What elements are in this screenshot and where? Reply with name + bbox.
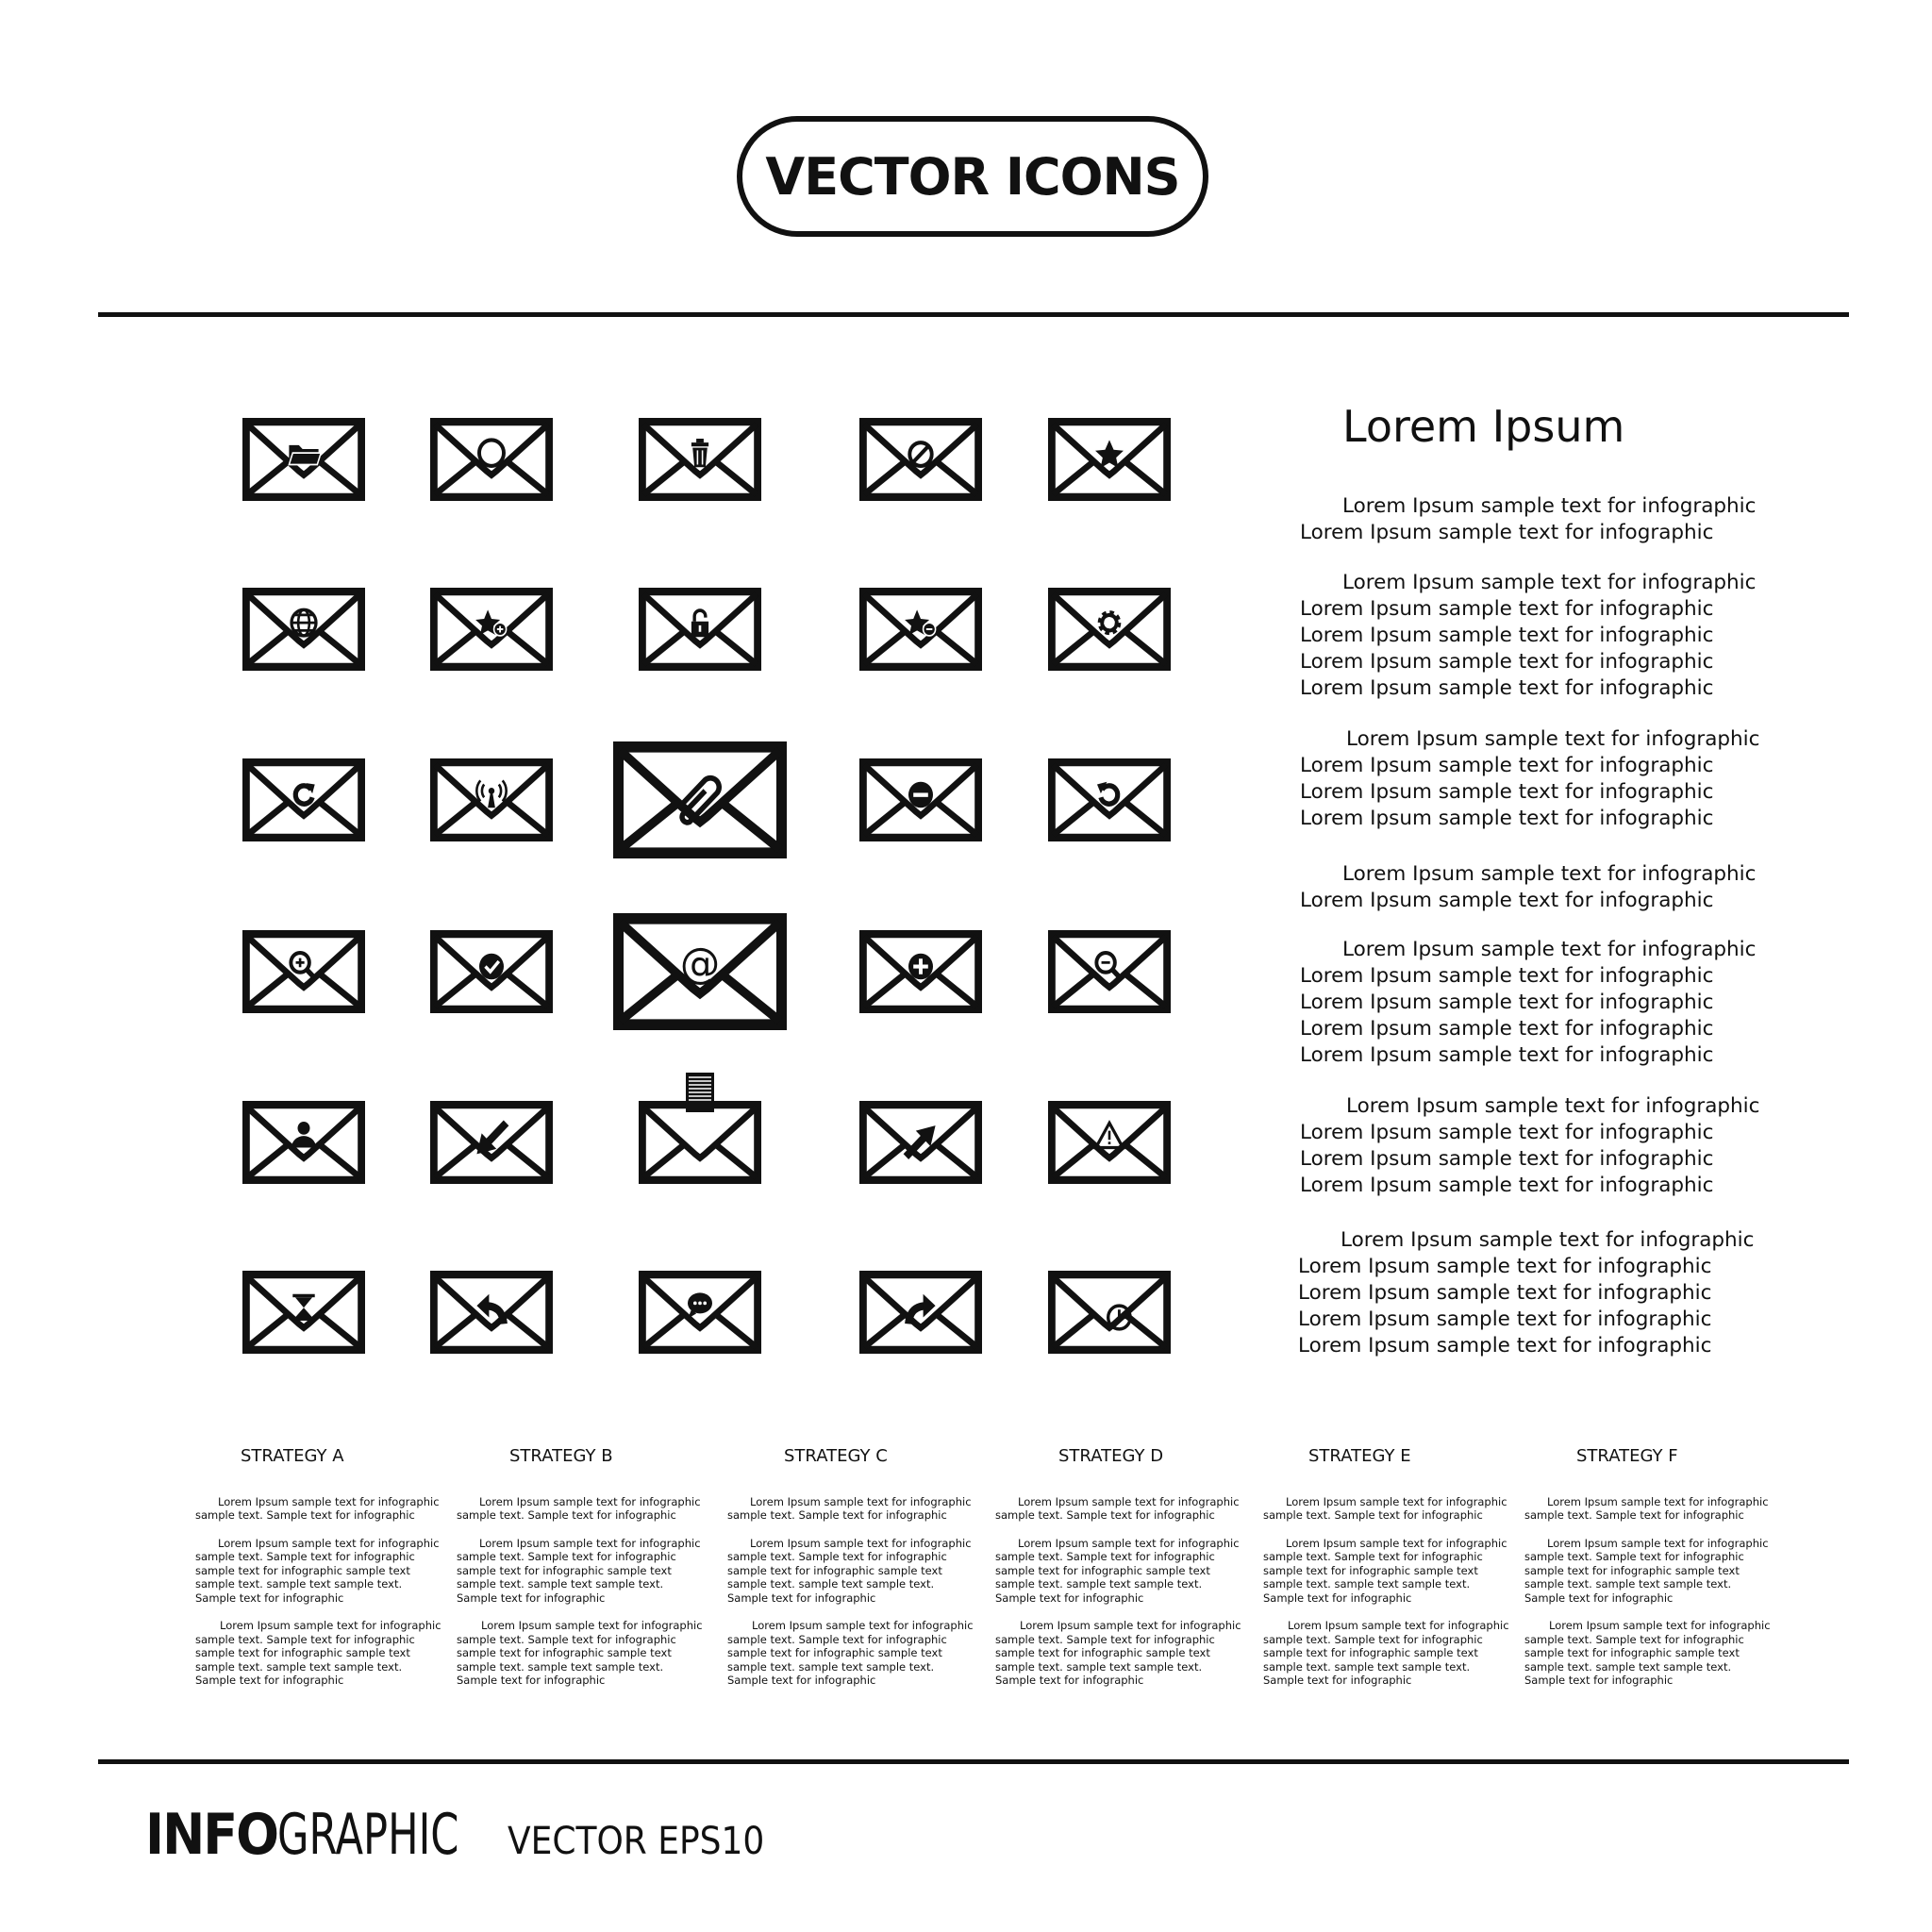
strategy-title: STRATEGY A: [241, 1446, 344, 1466]
sidebar-line: Lorem Ipsum sample text for infographic: [1300, 754, 1714, 777]
envelope-warning-icon: [1048, 1101, 1171, 1184]
strategy-text-line: sample text. Sample text for infographic: [995, 1633, 1215, 1646]
strategy-text-line: sample text. Sample text for infographic: [1263, 1508, 1483, 1522]
strategy-text-line: sample text. Sample text for infographic: [727, 1633, 947, 1646]
strategy-text-line: Lorem Ipsum sample text for infographic: [1286, 1495, 1507, 1508]
strategy-text-line: sample text. Sample text for infographic: [195, 1550, 415, 1563]
sidebar-line: Lorem Ipsum sample text for infographic: [1342, 571, 1757, 594]
sidebar-line: Lorem Ipsum sample text for infographic: [1300, 889, 1714, 912]
strategy-text-line: Lorem Ipsum sample text for infographic: [752, 1619, 974, 1632]
sidebar-line: Lorem Ipsum sample text for infographic: [1300, 991, 1714, 1014]
sidebar-line: Lorem Ipsum sample text for infographic: [1300, 1147, 1714, 1171]
sidebar-line: Lorem Ipsum sample text for infographic: [1298, 1281, 1712, 1305]
footer-title-light: GRAPHIC: [277, 1802, 459, 1868]
strategy-text-line: sample text for infographic sample text: [1524, 1646, 1740, 1659]
envelope-trash-icon: [639, 418, 761, 501]
strategy-text-line: sample text. Sample text for infographic: [995, 1508, 1215, 1522]
strategy-title: STRATEGY E: [1308, 1446, 1411, 1466]
strategy-text-line: sample text for infographic sample text: [457, 1646, 672, 1659]
strategy-title: STRATEGY F: [1576, 1446, 1678, 1466]
sidebar-line: Lorem Ipsum sample text for infographic: [1300, 676, 1714, 700]
sidebar-line: Lorem Ipsum sample text for infographic: [1342, 862, 1757, 886]
strategy-text-line: sample text for infographic sample text: [195, 1646, 410, 1659]
sidebar-line: Lorem Ipsum sample text for infographic: [1300, 521, 1714, 544]
strategy-text-line: sample text. sample text sample text.: [457, 1577, 664, 1591]
strategy-text-line: sample text. Sample text for infographic: [1524, 1550, 1744, 1563]
strategy-text-line: Lorem Ipsum sample text for infographic: [1020, 1619, 1241, 1632]
strategy-text-line: Lorem Ipsum sample text for infographic: [1549, 1619, 1771, 1632]
strategy-text-line: Sample text for infographic: [995, 1591, 1144, 1605]
sidebar-line: Lorem Ipsum sample text for infographic: [1341, 1228, 1755, 1252]
envelope-globe-icon: [242, 588, 365, 671]
envelope-arrow-down-left-icon: [430, 1101, 553, 1184]
at-sign-icon: [680, 940, 720, 988]
strategy-text-line: Sample text for infographic: [1524, 1674, 1674, 1687]
strategy-text-line: Lorem Ipsum sample text for infographic: [750, 1537, 972, 1550]
envelope-user-icon: [242, 1101, 365, 1184]
strategy-text-line: sample text. sample text sample text.: [195, 1660, 403, 1674]
envelope-document-icon: [639, 1101, 761, 1184]
strategy-title: STRATEGY C: [784, 1446, 888, 1466]
page-title: VECTOR ICONS: [765, 146, 1180, 207]
strategy-text-line: Sample text for infographic: [727, 1591, 876, 1605]
strategy-text-line: sample text. Sample text for infographic: [457, 1508, 676, 1522]
sidebar-line: Lorem Ipsum sample text for infographic: [1300, 1043, 1714, 1067]
sidebar-line: Lorem Ipsum sample text for infographic: [1300, 624, 1714, 647]
strategy-text-line: sample text. sample text sample text.: [1263, 1577, 1471, 1591]
check-circle-icon: [479, 954, 504, 980]
strategy-text-line: Lorem Ipsum sample text for infographic: [1018, 1537, 1240, 1550]
strategy-text-line: sample text. sample text sample text.: [1263, 1660, 1471, 1674]
strategy-text-line: sample text for infographic sample text: [1263, 1564, 1478, 1577]
strategy-text-line: Lorem Ipsum sample text for infographic: [481, 1619, 703, 1632]
footer-subtitle: VECTOR EPS10: [508, 1820, 765, 1863]
envelope-clock-icon: [1048, 1271, 1171, 1354]
strategy-text-line: Sample text for infographic: [457, 1674, 606, 1687]
strategy-text-line: sample text. sample text sample text.: [457, 1660, 664, 1674]
sidebar-line: Lorem Ipsum sample text for infographic: [1300, 780, 1714, 804]
envelope-reply-icon: [430, 1271, 553, 1354]
strategy-text-line: sample text. Sample text for infographic: [457, 1550, 676, 1563]
envelope-at-sign-icon: [613, 913, 787, 1030]
envelope-undo-icon: [1048, 758, 1171, 841]
strategy-text-line: sample text. sample text sample text.: [1524, 1577, 1732, 1591]
sidebar-line: Lorem Ipsum sample text for infographic: [1342, 938, 1757, 961]
strategy-text-line: Lorem Ipsum sample text for infographic: [218, 1495, 440, 1508]
strategy-text-line: sample text. sample text sample text.: [195, 1577, 403, 1591]
strategy-text-line: Sample text for infographic: [195, 1674, 344, 1687]
envelope-paperclip-icon: [613, 741, 787, 858]
strategy-text-line: sample text for infographic sample text: [727, 1646, 942, 1659]
strategy-text-line: Lorem Ipsum sample text for infographic: [1286, 1537, 1507, 1550]
strategy-text-line: sample text for infographic sample text: [995, 1564, 1210, 1577]
strategy-text-line: Sample text for infographic: [995, 1674, 1144, 1687]
sidebar-line: Lorem Ipsum sample text for infographic: [1300, 964, 1714, 988]
minus-circle-icon: [908, 782, 933, 808]
strategy-text-line: sample text for infographic sample text: [1524, 1564, 1740, 1577]
envelope-star-remove-icon: [859, 588, 982, 671]
strategy-text-line: sample text. sample text sample text.: [727, 1577, 935, 1591]
strategy-text-line: sample text. Sample text for infographic: [995, 1550, 1215, 1563]
strategy-text-line: sample text. Sample text for infographic: [457, 1633, 676, 1646]
strategy-text-line: sample text. Sample text for infographic: [727, 1508, 947, 1522]
sidebar-line: Lorem Ipsum sample text for infographic: [1346, 727, 1760, 751]
strategy-text-line: Sample text for infographic: [1263, 1674, 1412, 1687]
footer-title: [145, 1802, 764, 1868]
envelope-arrow-up-right-icon: [859, 1101, 982, 1184]
envelope-zoom-out-icon: [1048, 930, 1171, 1013]
sidebar-line: Lorem Ipsum sample text for infographic: [1298, 1255, 1712, 1278]
strategy-text-line: sample text. sample text sample text.: [995, 1660, 1203, 1674]
strategy-title: STRATEGY B: [509, 1446, 613, 1466]
strategy-text-line: Lorem Ipsum sample text for infographic: [750, 1495, 972, 1508]
strategy-text-line: sample text. Sample text for infographic: [1263, 1633, 1483, 1646]
strategy-text-line: Lorem Ipsum sample text for infographic: [218, 1537, 440, 1550]
envelope-gear-icon: [1048, 588, 1171, 671]
strategy-text-line: Lorem Ipsum sample text for infographic: [1547, 1537, 1769, 1550]
title-badge: [737, 116, 1208, 237]
sidebar-line: Lorem Ipsum sample text for infographic: [1300, 1174, 1714, 1197]
envelope-star-icon: [1048, 418, 1171, 501]
sidebar-line: Lorem Ipsum sample text for infographic: [1298, 1334, 1712, 1357]
strategy-text-line: Lorem Ipsum sample text for infographic: [1018, 1495, 1240, 1508]
sidebar-line: Lorem Ipsum sample text for infographic: [1300, 597, 1714, 621]
strategy-title: STRATEGY D: [1058, 1446, 1164, 1466]
strategy-text-line: sample text for infographic sample text: [727, 1564, 942, 1577]
sidebar-line: Lorem Ipsum sample text for infographic: [1298, 1307, 1712, 1331]
sidebar-heading: Lorem Ipsum: [1342, 401, 1625, 452]
strategy-text-line: sample text. Sample text for infographic: [1263, 1550, 1483, 1563]
envelope-unlock-icon: [639, 588, 761, 671]
strategy-text-line: Lorem Ipsum sample text for infographic: [1288, 1619, 1509, 1632]
strategy-text-line: sample text. Sample text for infographic: [1524, 1633, 1744, 1646]
envelope-refresh-icon: [242, 758, 365, 841]
sidebar-line: Lorem Ipsum sample text for infographic: [1346, 1094, 1760, 1118]
envelope-folder-icon: [242, 418, 365, 501]
strategy-text-line: sample text. Sample text for infographic: [727, 1550, 947, 1563]
envelope-circle-icon: [430, 418, 553, 501]
strategy-text-line: Sample text for infographic: [195, 1591, 344, 1605]
strategy-text-line: Lorem Ipsum sample text for infographic: [479, 1495, 701, 1508]
strategy-text-line: sample text. sample text sample text.: [995, 1577, 1203, 1591]
envelope-hourglass-icon: [242, 1271, 365, 1354]
envelope-chat-bubble-icon: [639, 1271, 761, 1354]
strategy-text-line: sample text. Sample text for infographic: [195, 1508, 415, 1522]
sidebar-line: Lorem Ipsum sample text for infographic: [1342, 494, 1757, 518]
envelope-forward-icon: [859, 1271, 982, 1354]
sidebar-line: Lorem Ipsum sample text for infographic: [1300, 807, 1714, 830]
envelope-plus-circle-icon: [859, 930, 982, 1013]
strategy-text-line: Sample text for infographic: [1524, 1591, 1674, 1605]
svg-text:@: @: [679, 939, 721, 989]
bottom-divider: [98, 1759, 1849, 1764]
sidebar-line: Lorem Ipsum sample text for infographic: [1300, 1121, 1714, 1144]
strategy-text-line: sample text. Sample text for infographic: [1524, 1508, 1744, 1522]
envelope-star-add-icon: [430, 588, 553, 671]
strategy-text-line: sample text for infographic sample text: [457, 1564, 672, 1577]
envelope-block-icon: [859, 418, 982, 501]
envelope-zoom-in-icon: [242, 930, 365, 1013]
strategy-text-line: sample text. sample text sample text.: [727, 1660, 935, 1674]
strategy-text-line: Sample text for infographic: [1263, 1591, 1412, 1605]
globe-icon: [291, 609, 316, 636]
strategy-text-line: Sample text for infographic: [457, 1591, 606, 1605]
top-divider: [98, 312, 1849, 317]
envelope-check-circle-icon: [430, 930, 553, 1013]
strategy-text-line: sample text. Sample text for infographic: [195, 1633, 415, 1646]
envelope-minus-circle-icon: [859, 758, 982, 841]
envelope-signal-icon: [430, 758, 553, 841]
strategy-text-line: Sample text for infographic: [727, 1674, 876, 1687]
strategy-text-line: sample text for infographic sample text: [195, 1564, 410, 1577]
plus-circle-icon: [908, 954, 933, 980]
strategy-text-line: sample text. sample text sample text.: [1524, 1660, 1732, 1674]
sidebar-line: Lorem Ipsum sample text for infographic: [1300, 1017, 1714, 1041]
strategy-text-line: Lorem Ipsum sample text for infographic: [1547, 1495, 1769, 1508]
sidebar-line: Lorem Ipsum sample text for infographic: [1300, 650, 1714, 674]
strategy-text-line: Lorem Ipsum sample text for infographic: [220, 1619, 441, 1632]
footer-title-bold: INFO: [145, 1802, 278, 1868]
strategy-text-line: sample text for infographic sample text: [1263, 1646, 1478, 1659]
strategy-text-line: sample text for infographic sample text: [995, 1646, 1210, 1659]
strategy-text-line: Lorem Ipsum sample text for infographic: [479, 1537, 701, 1550]
